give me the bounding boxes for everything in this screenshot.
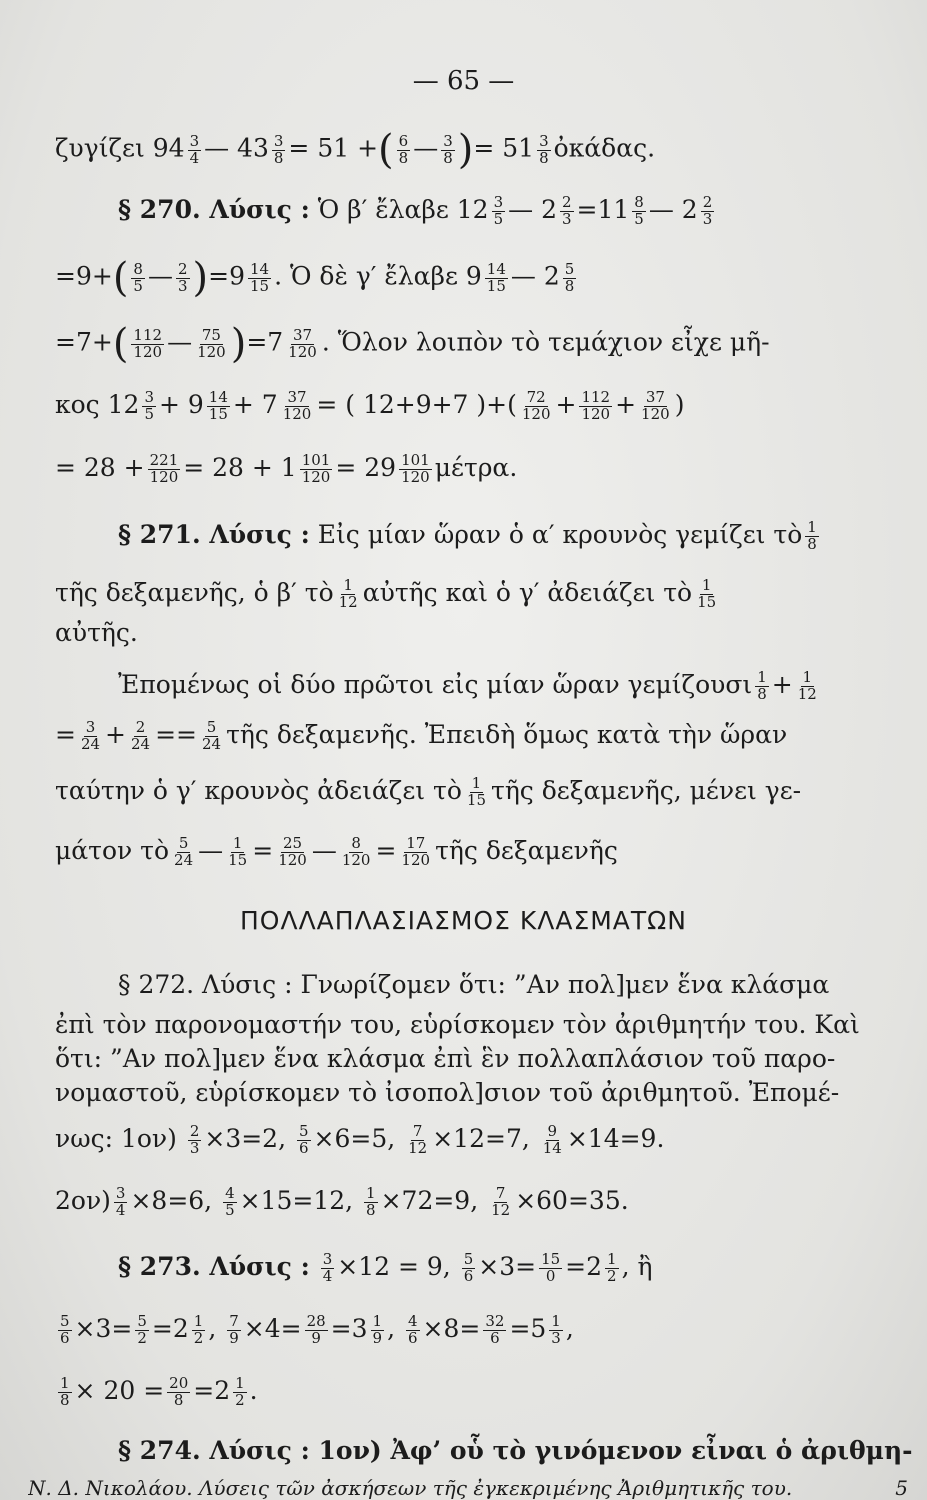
section-270-line-2: =9+( $\frac{8}{5}$ — $\frac{2}{3}$ )=9 $\frac{14}{15}$ . Ὁ δὲ γ′ ἔλαβε 9 $\frac{14}{15}$ — 2 $\frac{5}{8}$ xyxy=(55,255,575,301)
section-273-line-1: § 273. Λύσις : $\frac{3}{4}$ ×12 = 9, $\frac{5}{6}$ ×3= $\frac{15}{0}$ =2 $\frac{1}{2}$ , ἢ xyxy=(118,1250,653,1285)
section-272-line-6: 2ον) $\frac{3}{4}$ ×8=6, $\frac{4}{5}$ ×15=12, $\frac{1}{8}$ ×72=9, $\frac{7}{12}$ ×60=35. xyxy=(55,1184,629,1219)
section-271-line-6: ταύτην ὁ γ′ κρουνὸς ἀδειάζει τὸ $\frac{1}{15}$ τῆς δεξαμενῆς, μένει γε- xyxy=(55,774,802,809)
footer-signature-mark: 5 xyxy=(895,1476,908,1500)
section-274-line-1: § 274. Λύσις : 1ον) Ἀφ’ οὗ τὸ γινόμενον εἶναι ὁ ἀριθμη- xyxy=(118,1436,913,1465)
section-270-line-3: =7+( $\frac{112}{120}$ — $\frac{75}{120}$ )=7 $\frac{37}{120}$ . Ὅλον λοιπὸν τὸ τεμάχιον εἶχε μῆ- xyxy=(55,321,770,367)
section-271-line-4: Ἐπομένως οἱ δύο πρῶτοι εἰς μίαν ὥραν γεμίζουσι $\frac{1}{8}$ + $\frac{1}{12}$ xyxy=(118,668,817,703)
section-272-line-2: ἐπὶ τὸν παρονομαστήν του, εὑρίσκομεν τὸν ἀριθμητήν του. Καὶ xyxy=(55,1010,860,1039)
section-272-line-3: ὅτι: ”Αν πολ]μεν ἕνα κλάσμα ἐπὶ ἓν πολλαπλάσιον τοῦ παρο- xyxy=(55,1044,836,1073)
line-zygizei: ζυγίζει 94 $\frac{3}{4}$ — 43 $\frac{3}{8}$ = 51 +( $\frac{6}{8}$ — $\frac{3}{8}$ )= 51 $\frac{3}{8}$ ὀκάδας. xyxy=(55,127,656,173)
section-272-line-1: § 272. Λύσις : Γνωρίζομεν ὅτι: ”Αν πολ]μεν ἕνα κλάσμα xyxy=(118,970,830,999)
section-title: ΠΟΛΛΑΠΛΑΣΙΑΣΜΟΣ ΚΛΑΣΜΑΤΩΝ xyxy=(240,906,687,935)
section-272-line-5: νως: 1ον) $\frac{2}{3}$ ×3=2, $\frac{5}{6}$ ×6=5, $\frac{7}{12}$ ×12=7, $\frac{9}{14}$ ×14=9. xyxy=(55,1122,665,1157)
section-271-line-1: § 271. Λύσις : Εἰς μίαν ὥραν ὁ α′ κρουνὸς γεμίζει τὸ $\frac{1}{8}$ xyxy=(118,518,817,553)
page-number: — 65 — xyxy=(412,66,515,96)
section-270-line-1: § 270. Λύσις : Ὁ β′ ἔλαβε 12 $\frac{3}{5}$ — 2 $\frac{2}{3}$ =11 $\frac{8}{5}$ — 2 $\frac{2}{3}$ xyxy=(118,193,713,228)
section-270-line-5: = 28 + $\frac{221}{120}$ = 28 + 1 $\frac{101}{120}$ = 29 $\frac{101}{120}$ μέτρα. xyxy=(55,451,518,486)
section-273-line-3: $\frac{1}{8}$ × 20 = $\frac{20}{8}$ =2 $\frac{1}{2}$ . xyxy=(60,1374,258,1409)
section-270-line-4: κος 12 $\frac{3}{5}$ + 9 $\frac{14}{15}$ + 7 $\frac{37}{120}$ = ( 12+9+7 )+( $\frac{72}{120}$ + $\frac{112}{120}$ + $\frac{37}{120}$ ) xyxy=(55,388,685,423)
footer-credit: Ν. Δ. Νικολάου. Λύσεις τῶν ἀσκήσεων τῆς ἐγκεκριμένης Ἀριθμητικῆς του. xyxy=(28,1476,793,1500)
section-272-line-4: νομαστοῦ, εὑρίσκομεν τὸ ἰσοπολ]σιον τοῦ ἀριθμητοῦ. Ἐπομέ- xyxy=(55,1078,840,1107)
section-271-line-5: = $\frac{3}{24}$ + $\frac{2}{24}$ == $\frac{5}{24}$ τῆς δεξαμενῆς. Ἐπειδὴ ὅμως κατὰ τὴν ὥραν xyxy=(55,718,788,753)
section-271-line-3: αὐτῆς. xyxy=(55,618,138,647)
section-271-line-7: μάτον τὸ $\frac{5}{24}$ — $\frac{1}{15}$ = $\frac{25}{120}$ — $\frac{8}{120}$ = $\frac{17}{120}$ τῆς δεξαμενῆς xyxy=(55,834,618,869)
section-273-line-2: $\frac{5}{6}$ ×3= $\frac{5}{2}$ =2 $\frac{1}{2}$ , $\frac{7}{9}$ ×4= $\frac{28}{9}$ =3 $\frac{1}{9}$ , $\frac{4}{6}$ ×8= $\frac{32}{6}$ =5 $\frac{1}{3}$ , xyxy=(60,1312,574,1347)
footer xyxy=(28,1476,908,1500)
section-271-line-2: τῆς δεξαμενῆς, ὁ β′ τὸ $\frac{1}{12}$ αὐτῆς καὶ ὁ γ′ ἀδειάζει τὸ $\frac{1}{15}$ xyxy=(55,576,717,611)
